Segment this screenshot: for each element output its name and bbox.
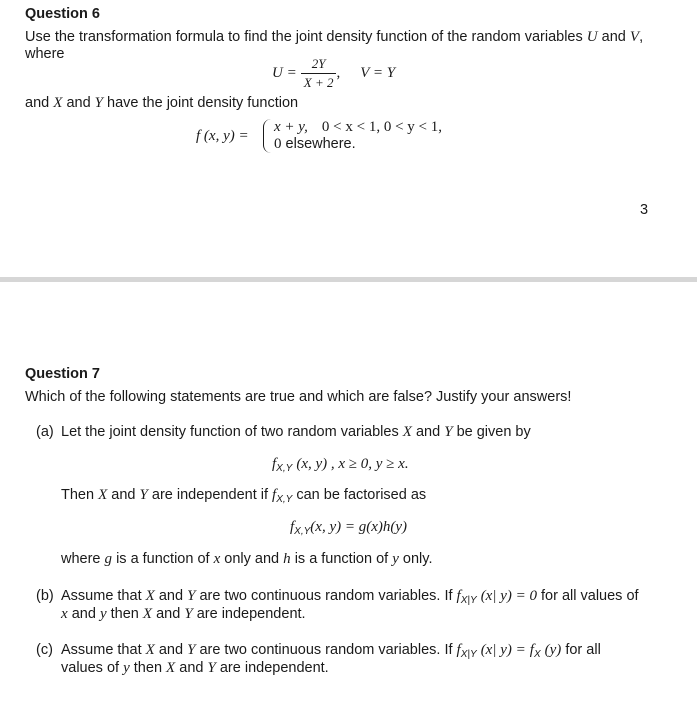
eq-u-fraction — [301, 56, 337, 91]
item-b-line1 — [61, 588, 639, 606]
a-then-text2: can be factorised as — [296, 487, 427, 503]
a-eq1-rest: (x, y) , x ≥ 0, y ≥ x. — [296, 456, 409, 472]
a-text2: be given by — [456, 424, 531, 440]
c-cond: (x| y) = — [480, 642, 526, 658]
a-where-text3: is a function of — [294, 551, 389, 567]
b-text2: are two continuous random variables. If — [199, 588, 453, 604]
item-c-label: (c) — [36, 642, 53, 658]
b-and: and — [158, 588, 184, 604]
b-l2-then: then — [110, 606, 139, 622]
intro-text: Use the transformation formula to find the joint density function of the random variables — [25, 29, 583, 45]
c-and: and — [158, 642, 184, 658]
item-c-line2 — [61, 660, 329, 677]
c-l2-var-x: X — [166, 660, 176, 676]
density-case-1 — [274, 119, 442, 136]
a-text1: Let the joint density function of two random variables — [61, 424, 399, 440]
density-and: and — [25, 95, 50, 111]
page-number: 3 — [640, 202, 649, 218]
a-eq1-sub: X,Y — [276, 463, 293, 474]
b-text1: Assume that — [61, 588, 142, 604]
intro-and: and — [601, 29, 626, 45]
c-l2-values: values of — [61, 660, 120, 676]
a-then-and: and — [111, 487, 136, 503]
var-v: V — [629, 29, 640, 45]
c-text2: are two continuous random variables. If — [199, 642, 453, 658]
a-and: and — [415, 424, 441, 440]
a-eq2-sub: X,Y — [294, 526, 311, 537]
b-var-y: Y — [187, 588, 196, 604]
a-where-text: is a function of — [116, 551, 210, 567]
b-l2-y: y — [99, 606, 107, 622]
a-then-text: are independent if — [151, 487, 268, 503]
question-7-title: Question 7 — [25, 366, 100, 382]
c-f2: f — [529, 642, 534, 658]
c-l2-var-y: Y — [207, 660, 216, 676]
density-and-2: and — [66, 95, 91, 111]
b-l2-x: x — [61, 606, 68, 622]
a-where-y: y — [392, 551, 399, 567]
b-cond: (x| y) = 0 — [480, 588, 537, 604]
c-l2-and: and — [179, 660, 204, 676]
a-where-g: g — [104, 551, 113, 567]
c-f: f — [456, 642, 461, 658]
c-l2-y: y — [123, 660, 130, 676]
b-text3: for all values of — [541, 588, 639, 604]
b-l2-and: and — [156, 606, 181, 622]
density-text: have the joint density function — [107, 95, 299, 111]
item-c-line1 — [61, 642, 601, 660]
a-then-x: X — [98, 487, 108, 503]
question-6-where: where — [25, 46, 65, 62]
item-a-label: (a) — [36, 424, 54, 440]
question-7-intro: Which of the following statements are true and which are false? Justify your answers! — [25, 389, 572, 405]
a-then-f: f — [272, 487, 277, 503]
b-l2-var-x: X — [142, 606, 153, 622]
eq-u-lhs: U = — [272, 65, 297, 81]
a-eq1-f: f — [272, 456, 277, 472]
case1-expr: x + y, — [274, 119, 308, 135]
a-then-sub: X,Y — [276, 494, 293, 505]
item-a-line2 — [61, 487, 426, 505]
a-where: where — [61, 551, 101, 567]
var-y: Y — [94, 95, 104, 111]
c-var-x: X — [145, 642, 155, 658]
b-l2-and-lower: and — [71, 606, 96, 622]
a-where-text2: only and — [224, 551, 280, 567]
eq-v: V = Y — [360, 65, 396, 81]
intro-comma: , — [639, 29, 644, 45]
c-var-y: Y — [187, 642, 196, 658]
c-l2-then: then — [133, 660, 163, 676]
c-sub: X|Y — [460, 649, 477, 660]
a-where-h: h — [283, 551, 291, 567]
density-intro — [25, 95, 298, 112]
b-sub: X|Y — [460, 595, 477, 606]
item-a-equation-2 — [290, 519, 407, 537]
b-var-x: X — [145, 588, 155, 604]
c-cond2: (y) — [544, 642, 562, 658]
b-l2-var-y: Y — [184, 606, 193, 622]
c-sub2: X — [533, 649, 541, 660]
density-lhs: f (x, y) = — [196, 128, 249, 144]
eq-u-comma: , — [336, 65, 341, 81]
item-b-line2 — [61, 606, 306, 623]
question-6-title: Question 6 — [25, 6, 100, 22]
b-f: f — [456, 588, 461, 604]
density-case-2 — [274, 136, 356, 153]
item-a-line3 — [61, 551, 432, 568]
item-a-line1 — [61, 424, 531, 441]
var-u: U — [586, 29, 598, 45]
eq-u-numerator: 2Y — [301, 56, 337, 74]
item-a-equation-1 — [272, 456, 409, 474]
c-text3: for all — [565, 642, 601, 658]
case2-text: elsewhere. — [285, 136, 356, 152]
a-eq2-f: f — [290, 519, 295, 535]
a-var-x: X — [402, 424, 412, 440]
var-x: X — [53, 95, 63, 111]
a-then: Then — [61, 487, 95, 503]
c-text1: Assume that — [61, 642, 142, 658]
case2-val: 0 — [274, 136, 282, 152]
item-b-label: (b) — [36, 588, 54, 604]
a-var-y: Y — [444, 424, 453, 440]
a-where-text4: only. — [402, 551, 433, 567]
a-eq2-rest: (x, y) = g(x)h(y) — [310, 519, 408, 535]
b-l2-text: are independent. — [196, 606, 306, 622]
transformation-equation — [272, 56, 395, 91]
page-separator — [0, 277, 697, 282]
a-then-y: Y — [139, 487, 148, 503]
c-l2-text: are independent. — [219, 660, 329, 676]
a-where-x: x — [213, 551, 221, 567]
question-6-intro — [25, 29, 643, 46]
piecewise-brace — [263, 119, 272, 153]
eq-u-denominator: X + 2 — [303, 75, 334, 90]
case1-cond: 0 < x < 1, 0 < y < 1, — [321, 119, 442, 135]
